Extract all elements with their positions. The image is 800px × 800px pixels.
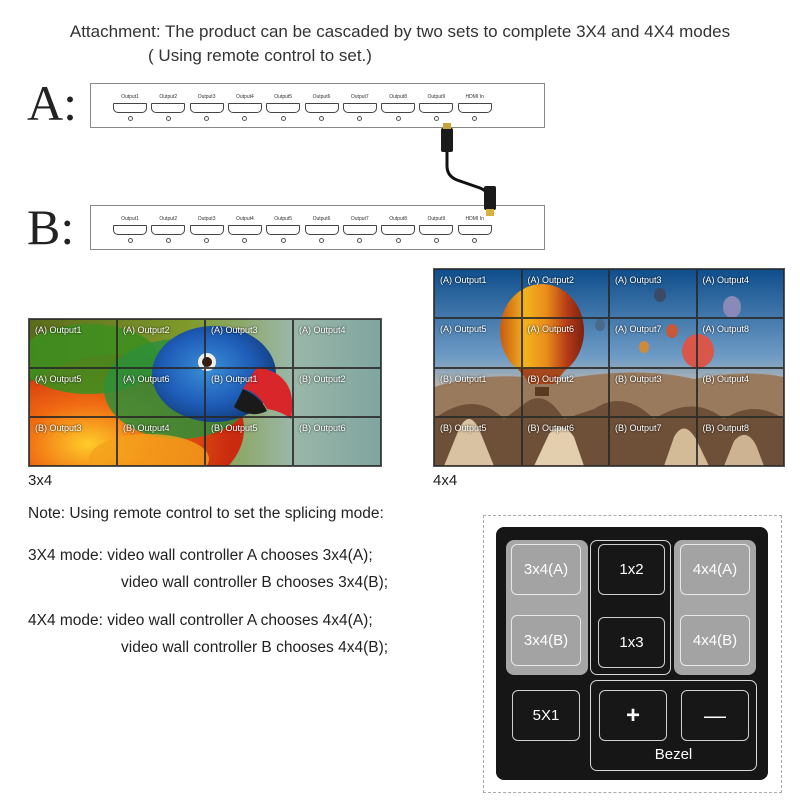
port-label: Output3 bbox=[197, 216, 216, 222]
led-indicator bbox=[434, 238, 439, 243]
port-label: Output5 bbox=[274, 216, 293, 222]
led-indicator bbox=[472, 238, 477, 243]
tile-label: (A) Output3 bbox=[615, 275, 662, 285]
led-indicator bbox=[281, 238, 286, 243]
tile-label: (B) Output1 bbox=[440, 373, 487, 384]
remote-control bbox=[496, 527, 768, 780]
tile-label: (A) Output4 bbox=[702, 275, 750, 285]
hdmi-port-icon bbox=[190, 103, 224, 113]
bezel-minus-button[interactable]: — bbox=[681, 690, 749, 741]
led-indicator bbox=[128, 238, 133, 243]
wall-tile bbox=[697, 368, 785, 417]
hdmi-port-icon bbox=[228, 103, 262, 113]
hdmi-plug-top bbox=[441, 128, 453, 152]
port-output-7 bbox=[340, 94, 380, 121]
port-output-3 bbox=[187, 216, 227, 243]
led-indicator bbox=[242, 238, 247, 243]
port-label: Output7 bbox=[350, 94, 369, 100]
port-output-6 bbox=[302, 216, 342, 243]
tile-label: (B) Output6 bbox=[299, 423, 346, 433]
port-label: Output4 bbox=[235, 94, 254, 100]
led-indicator bbox=[166, 116, 171, 121]
port-label: Output2 bbox=[159, 94, 178, 100]
tile-label: (B) Output4 bbox=[702, 373, 750, 384]
wall-tile bbox=[117, 417, 205, 466]
port-label: Output3 bbox=[197, 94, 216, 100]
tile-label: (B) Output3 bbox=[35, 423, 82, 433]
port-output-5 bbox=[263, 216, 303, 243]
note-4x4-line1: 4X4 mode: video wall controller A chooses 4x4(A); bbox=[28, 612, 373, 629]
led-indicator bbox=[242, 116, 247, 121]
note-heading: Note: Using remote control to set the splicing mode: bbox=[28, 505, 384, 522]
tile-label: (B) Output2 bbox=[299, 374, 346, 384]
wall-tile bbox=[29, 417, 117, 466]
wall-tile bbox=[609, 368, 697, 417]
tile-label: (B) Output1 bbox=[211, 374, 258, 384]
wall-tile bbox=[434, 368, 522, 417]
wall-tile bbox=[205, 417, 293, 466]
hdmi-port-icon bbox=[151, 225, 185, 235]
caption-4x4: 4x4 bbox=[433, 472, 458, 489]
port-label: Output6 bbox=[312, 94, 331, 100]
port-output-8 bbox=[378, 94, 418, 121]
tile-label: (B) Output4 bbox=[123, 423, 170, 433]
button-4x4-b[interactable]: 4x4(B) bbox=[680, 615, 750, 666]
port-output-9 bbox=[416, 94, 456, 121]
tile-label: (A) Output7 bbox=[615, 324, 662, 335]
led-indicator bbox=[128, 116, 133, 121]
hdmi-port-icon bbox=[266, 225, 300, 235]
hdmi-port-icon bbox=[151, 103, 185, 113]
wall-tile bbox=[609, 269, 697, 318]
tile-label: (B) Output7 bbox=[615, 422, 662, 433]
hdmi-port-icon bbox=[458, 103, 492, 113]
port-output-2 bbox=[148, 216, 188, 243]
port-output-5 bbox=[263, 94, 303, 121]
hdmi-cable bbox=[430, 118, 500, 228]
wall-tile bbox=[522, 269, 610, 318]
wall-tile bbox=[29, 368, 117, 417]
button-1x3[interactable]: 1x3 bbox=[598, 617, 665, 668]
button-3x4-b[interactable]: 3x4(B) bbox=[511, 615, 581, 666]
led-indicator bbox=[357, 238, 362, 243]
hdmi-port-icon bbox=[343, 225, 377, 235]
hdmi-port-icon bbox=[381, 103, 415, 113]
tile-label: (A) Output8 bbox=[702, 324, 750, 335]
led-indicator bbox=[357, 116, 362, 121]
header-line-1: Attachment: The product can be cascaded by two sets to complete 3X4 and 4X4 modes bbox=[69, 22, 731, 41]
wall-tile bbox=[117, 319, 205, 368]
bezel-label: Bezel bbox=[654, 746, 693, 763]
wall-tile bbox=[205, 319, 293, 368]
wall-tile bbox=[609, 417, 697, 466]
button-5x1[interactable]: 5X1 bbox=[512, 690, 580, 741]
hdmi-port-icon bbox=[305, 103, 339, 113]
wall-tile bbox=[522, 368, 610, 417]
port-label: Output1 bbox=[121, 216, 139, 222]
device-b-letter: B: bbox=[27, 199, 75, 255]
hdmi-plug-bottom bbox=[484, 186, 496, 210]
wall-tile bbox=[697, 269, 785, 318]
hdmi-port-icon bbox=[228, 225, 262, 235]
hdmi-port-icon bbox=[113, 225, 147, 235]
port-label: Output4 bbox=[235, 216, 254, 222]
led-indicator bbox=[396, 238, 401, 243]
port-output-1 bbox=[110, 216, 150, 243]
port-output-3 bbox=[187, 94, 227, 121]
button-3x4-a[interactable]: 3x4(A) bbox=[511, 544, 581, 595]
hdmi-port-icon bbox=[305, 225, 339, 235]
port-label: Output9 bbox=[427, 94, 446, 100]
led-indicator bbox=[319, 238, 324, 243]
tile-label: (A) Output6 bbox=[527, 324, 575, 335]
wall-tile bbox=[697, 318, 785, 367]
port-label: Output7 bbox=[350, 216, 369, 222]
tile-label: (A) Output1 bbox=[440, 275, 487, 285]
port-label: Output1 bbox=[121, 94, 139, 100]
port-hdmi-in bbox=[455, 94, 495, 121]
note-4x4-line2: video wall controller B chooses 4x4(B); bbox=[121, 639, 389, 656]
button-4x4-a[interactable]: 4x4(A) bbox=[680, 544, 750, 595]
hdmi-port-icon bbox=[381, 225, 415, 235]
tile-label: (A) Output2 bbox=[123, 325, 170, 335]
port-label: Output8 bbox=[389, 216, 407, 222]
port-output-8 bbox=[378, 216, 418, 243]
video-wall-3x4 bbox=[28, 318, 382, 467]
tile-label: (B) Output6 bbox=[527, 422, 575, 433]
wall-tile bbox=[293, 319, 381, 368]
wall-tile bbox=[522, 417, 610, 466]
hdmi-port-icon bbox=[113, 103, 147, 113]
led-indicator bbox=[319, 116, 324, 121]
hdmi-port-icon bbox=[266, 103, 300, 113]
port-output-4 bbox=[225, 216, 265, 243]
led-indicator bbox=[166, 238, 171, 243]
led-indicator bbox=[396, 116, 401, 121]
tile-label: (A) Output6 bbox=[123, 374, 170, 384]
port-output-6 bbox=[302, 94, 342, 121]
video-wall-4x4 bbox=[433, 268, 785, 467]
wall-tile bbox=[29, 319, 117, 368]
tile-label: (B) Output5 bbox=[211, 423, 258, 433]
port-label: HDMI In bbox=[465, 216, 484, 222]
wall-tile bbox=[434, 269, 522, 318]
port-label: Output9 bbox=[427, 216, 446, 222]
wall-tile bbox=[434, 318, 522, 367]
wall-tile bbox=[293, 417, 381, 466]
hdmi-port-icon bbox=[190, 225, 224, 235]
tile-label: (A) Output5 bbox=[35, 374, 82, 384]
port-output-4 bbox=[225, 94, 265, 121]
bezel-plus-button[interactable]: + bbox=[599, 690, 667, 741]
port-label: Output6 bbox=[312, 216, 331, 222]
tile-label: (B) Output2 bbox=[527, 373, 575, 384]
port-output-1 bbox=[110, 94, 150, 121]
tile-label: (B) Output5 bbox=[440, 422, 487, 433]
wall-tile bbox=[117, 368, 205, 417]
led-indicator bbox=[281, 116, 286, 121]
port-output-2 bbox=[148, 94, 188, 121]
device-a-letter: A: bbox=[27, 75, 77, 131]
note-3x4-line1: 3X4 mode: video wall controller A chooses 3x4(A); bbox=[28, 547, 373, 564]
tile-label: (B) Output3 bbox=[615, 373, 662, 384]
tile-label: (A) Output1 bbox=[35, 325, 82, 335]
wall-tile bbox=[293, 368, 381, 417]
wall-tile bbox=[205, 368, 293, 417]
caption-3x4: 3x4 bbox=[28, 472, 53, 489]
led-indicator bbox=[204, 238, 209, 243]
tile-label: (B) Output8 bbox=[702, 422, 750, 433]
hdmi-port-icon bbox=[419, 103, 453, 113]
wall-tile bbox=[434, 417, 522, 466]
tile-label: (A) Output3 bbox=[211, 325, 258, 335]
header-line-2: ( Using remote control to set.) bbox=[148, 46, 372, 65]
wall-tile bbox=[697, 417, 785, 466]
button-1x2[interactable]: 1x2 bbox=[598, 544, 665, 595]
port-label: Output8 bbox=[389, 94, 407, 100]
tile-label: (A) Output4 bbox=[299, 325, 346, 335]
port-output-7 bbox=[340, 216, 380, 243]
wall-tile bbox=[609, 318, 697, 367]
port-label: HDMI In bbox=[465, 94, 484, 100]
tile-label: (A) Output2 bbox=[527, 275, 575, 285]
tile-label: (A) Output5 bbox=[440, 324, 487, 335]
led-indicator bbox=[204, 116, 209, 121]
port-label: Output5 bbox=[274, 94, 293, 100]
hdmi-port-icon bbox=[343, 103, 377, 113]
note-3x4-line2: video wall controller B chooses 3x4(B); bbox=[121, 574, 389, 591]
port-label: Output2 bbox=[159, 216, 178, 222]
wall-tile bbox=[522, 318, 610, 367]
